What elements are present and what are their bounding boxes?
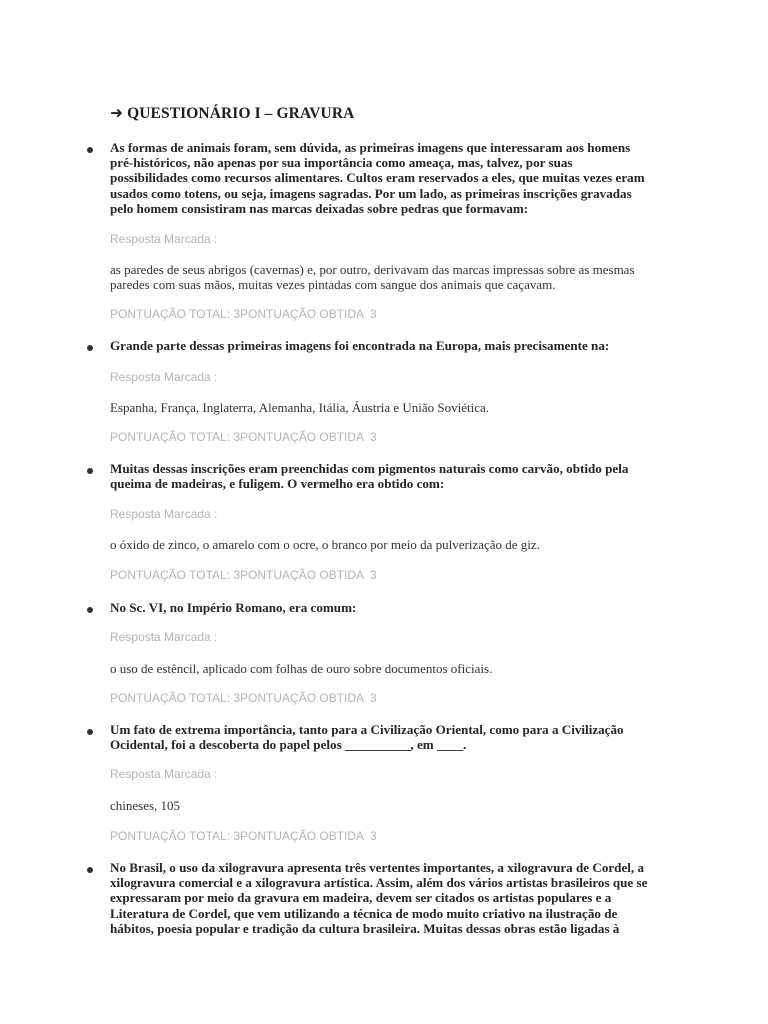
question-text: Muitas dessas inscrições eram preenchidas com pigmentos naturais como carvão, obtido pela queima de madeiras, e fuligem. O vermelho era obtido com: <box>110 461 629 492</box>
score-text: PONTUAÇÃO TOTAL: 3PONTUAÇÃO OBTIDA 3 <box>110 691 377 705</box>
page-title <box>110 104 354 123</box>
question-text: Um fato de extrema importância, tanto para a Civilização Oriental, como para a Civilização Ocidental, foi a descoberta do papel pelos __________, em ____. <box>110 722 624 753</box>
bullet-icon <box>87 345 93 351</box>
page-title-text: QUESTIONÁRIO I – GRAVURA <box>127 105 355 122</box>
answer-label: Resposta Marcada : <box>110 232 218 246</box>
bullet-icon <box>87 468 93 474</box>
score-text: PONTUAÇÃO TOTAL: 3PONTUAÇÃO OBTIDA 3 <box>110 829 377 843</box>
answer-label: Resposta Marcada : <box>110 630 218 644</box>
bullet-icon <box>87 867 93 873</box>
score-text: PONTUAÇÃO TOTAL: 3PONTUAÇÃO OBTIDA 3 <box>110 430 377 444</box>
score-text: PONTUAÇÃO TOTAL: 3PONTUAÇÃO OBTIDA 3 <box>110 307 377 321</box>
answer-label: Resposta Marcada : <box>110 370 218 384</box>
answer-label: Resposta Marcada : <box>110 767 218 781</box>
question-text: Grande parte dessas primeiras imagens foi encontrada na Europa, mais precisamente na: <box>110 338 610 353</box>
question-text: No Brasil, o uso da xilogravura apresenta três vertentes importantes, a xilogravura de Cordel, a xilogravura comercial e a xilogravura artística. Assim, além dos vários artistas brasileiros que se expressaram por meio da gravura em madeira, devem ser citados os artistas populares e a Literatura de Cordel, que vem utilizando a técnica de modo muito criativo na ilustração de hábitos, poesia popular e tradição da cultura brasileira. Muitas dessas obras estão ligadas à <box>110 860 648 936</box>
question-text: No Sc. VI, no Império Romano, era comum: <box>110 600 357 615</box>
answer-text: as paredes de seus abrigos (cavernas) e, por outro, derivavam das marcas impressas sobre as mesmas paredes com suas mãos, muitas vezes pintadas com sangue dos animais que caçavam. <box>110 262 635 293</box>
score-text: PONTUAÇÃO TOTAL: 3PONTUAÇÃO OBTIDA 3 <box>110 568 377 582</box>
bullet-icon <box>87 729 93 735</box>
right-arrow-icon: ➜ <box>110 104 124 122</box>
answer-label: Resposta Marcada : <box>110 507 218 521</box>
bullet-icon <box>87 607 93 613</box>
answer-text: Espanha, França, Inglaterra, Alemanha, Itália, Áustria e União Soviética. <box>110 400 490 415</box>
bullet-icon <box>87 147 93 153</box>
answer-text: chineses, 105 <box>110 798 181 813</box>
answer-text: o uso de estêncil, aplicado com folhas de ouro sobre documentos oficiais. <box>110 661 493 676</box>
answer-text: o óxido de zinco, o amarelo com o ocre, o branco por meio da pulverização de giz. <box>110 537 540 552</box>
question-text: As formas de animais foram, sem dúvida, as primeiras imagens que interessaram aos homens pré-históricos, não apenas por sua importância como ameaça, mas, talvez, por suas possibilidades como recursos alimentares. Cultos eram reservados a eles, que muitas vezes eram usados como totens, ou seja, imagens sagradas. Por um lado, as primeiras inscrições gravadas pelo homem consistiram nas marcas deixadas sobre pedras que formavam: <box>110 140 645 216</box>
